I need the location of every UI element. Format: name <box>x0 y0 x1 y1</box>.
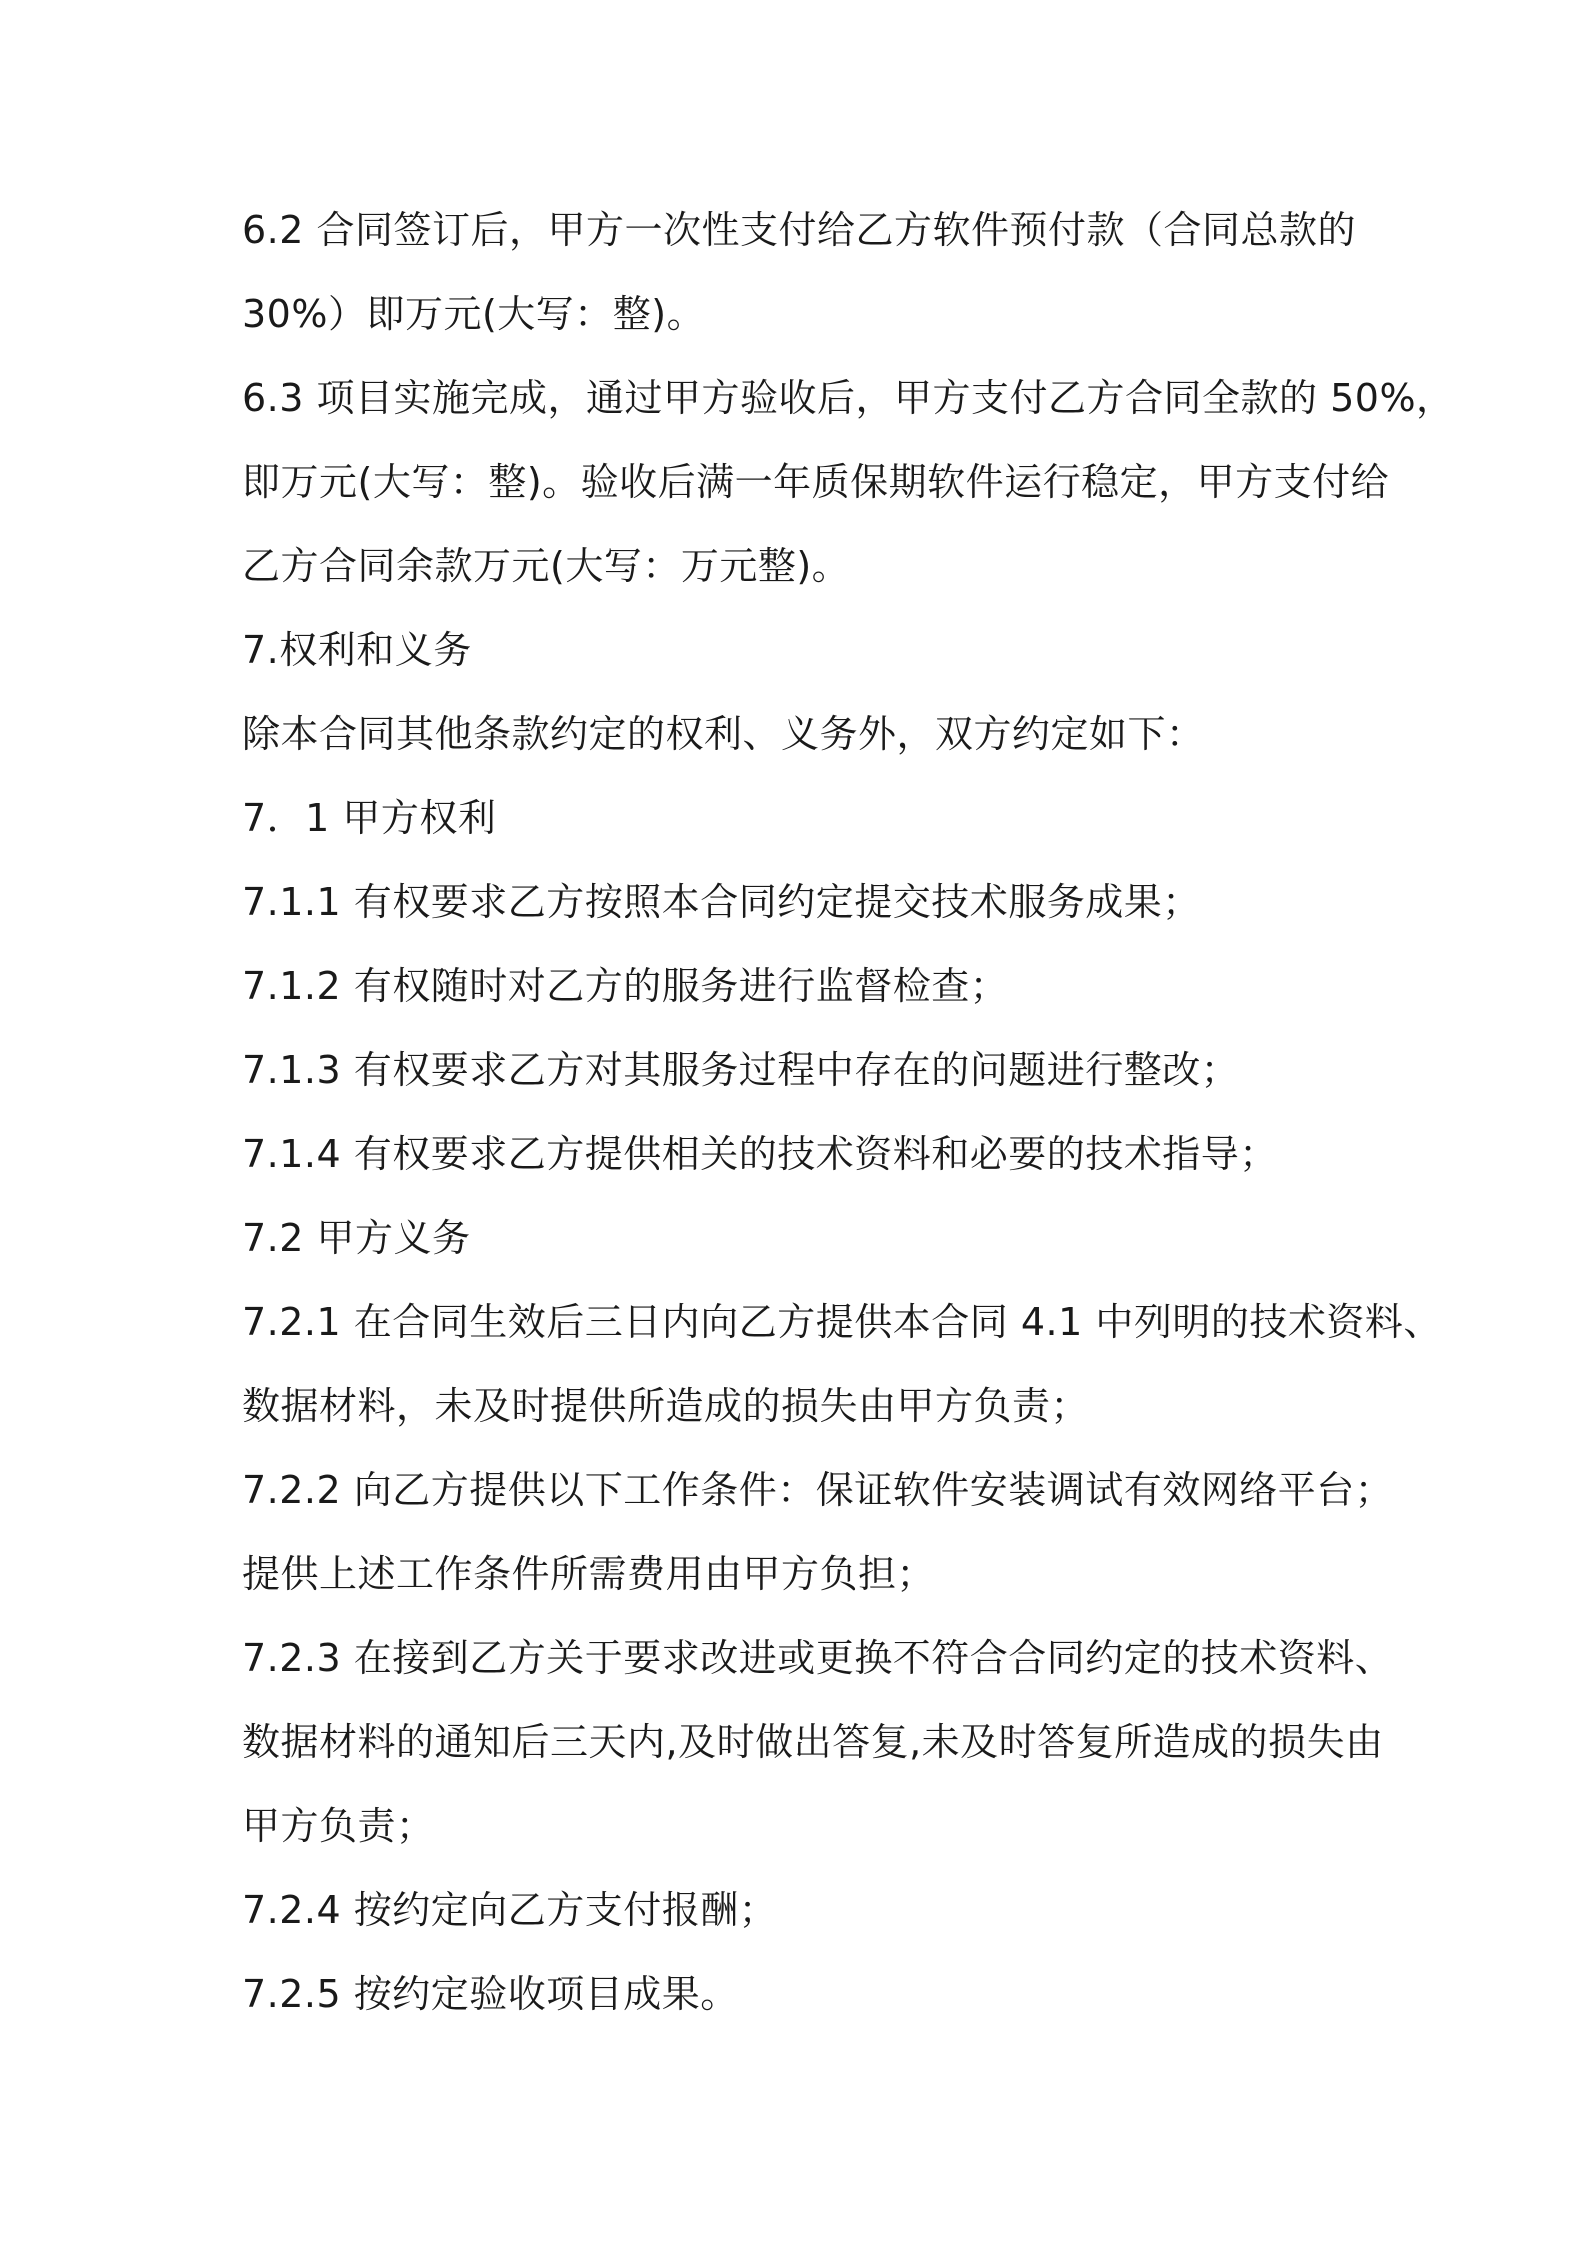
subsection-heading-party-a-obligations: 7.2 甲方义务 <box>242 1216 471 1260</box>
text-line-payment-6-3-cont: 即万元(大写：整)。验收后满一年质保期软件运行稳定，甲方支付给 <box>242 460 1390 504</box>
clause-7-2-3: 7.2.3 在接到乙方关于要求改进或更换不符合合同约定的技术资料、 <box>242 1636 1394 1680</box>
clause-7-1-4: 7.1.4 有权要求乙方提供相关的技术资料和必要的技术指导； <box>242 1132 1278 1176</box>
clause-7-1-3: 7.1.3 有权要求乙方对其服务过程中存在的问题进行整改； <box>242 1048 1240 1092</box>
clause-7-2-1: 7.2.1 在合同生效后三日内向乙方提供本合同 4.1 中列明的技术资料、 <box>242 1300 1442 1344</box>
text-line-intro: 除本合同其他条款约定的权利、义务外，双方约定如下： <box>242 712 1205 756</box>
text-line-payment-6-3: 6.3 项目实施完成，通过甲方验收后，甲方支付乙方合同全款的 50%， <box>242 376 1455 420</box>
clause-7-1-1: 7.1.1 有权要求乙方按照本合同约定提交技术服务成果； <box>242 880 1201 924</box>
text-line-payment-6-2: 6.2 合同签订后，甲方一次性支付给乙方软件预付款（合同总款的 <box>242 208 1357 252</box>
clause-7-2-2-cont: 提供上述工作条件所需费用由甲方负担； <box>242 1552 936 1596</box>
clause-7-2-3-cont: 数据材料的通知后三天内,及时做出答复,未及时答复所造成的损失由 <box>242 1720 1384 1764</box>
contract-text <box>242 188 1455 2036</box>
subsection-heading-party-a-rights: 7．1 甲方权利 <box>242 796 497 840</box>
text-line-payment-6-2-cont: 30%）即万元(大写：整)。 <box>242 292 706 336</box>
clause-7-1-2: 7.1.2 有权随时对乙方的服务进行监督检查； <box>242 964 1009 1008</box>
section-heading-rights-obligations: 7.权利和义务 <box>242 628 472 672</box>
clause-7-2-3-end: 甲方负责； <box>242 1804 435 1848</box>
text-line-payment-6-3-end: 乙方合同余款万元(大写：万元整)。 <box>242 544 851 588</box>
clause-7-2-1-cont: 数据材料，未及时提供所造成的损失由甲方负责； <box>242 1384 1090 1428</box>
clause-7-2-5: 7.2.5 按约定验收项目成果。 <box>242 1972 739 2016</box>
clause-7-2-4: 7.2.4 按约定向乙方支付报酬； <box>242 1888 778 1932</box>
clause-7-2-2: 7.2.2 向乙方提供以下工作条件：保证软件安装调试有效网络平台； <box>242 1468 1394 1512</box>
